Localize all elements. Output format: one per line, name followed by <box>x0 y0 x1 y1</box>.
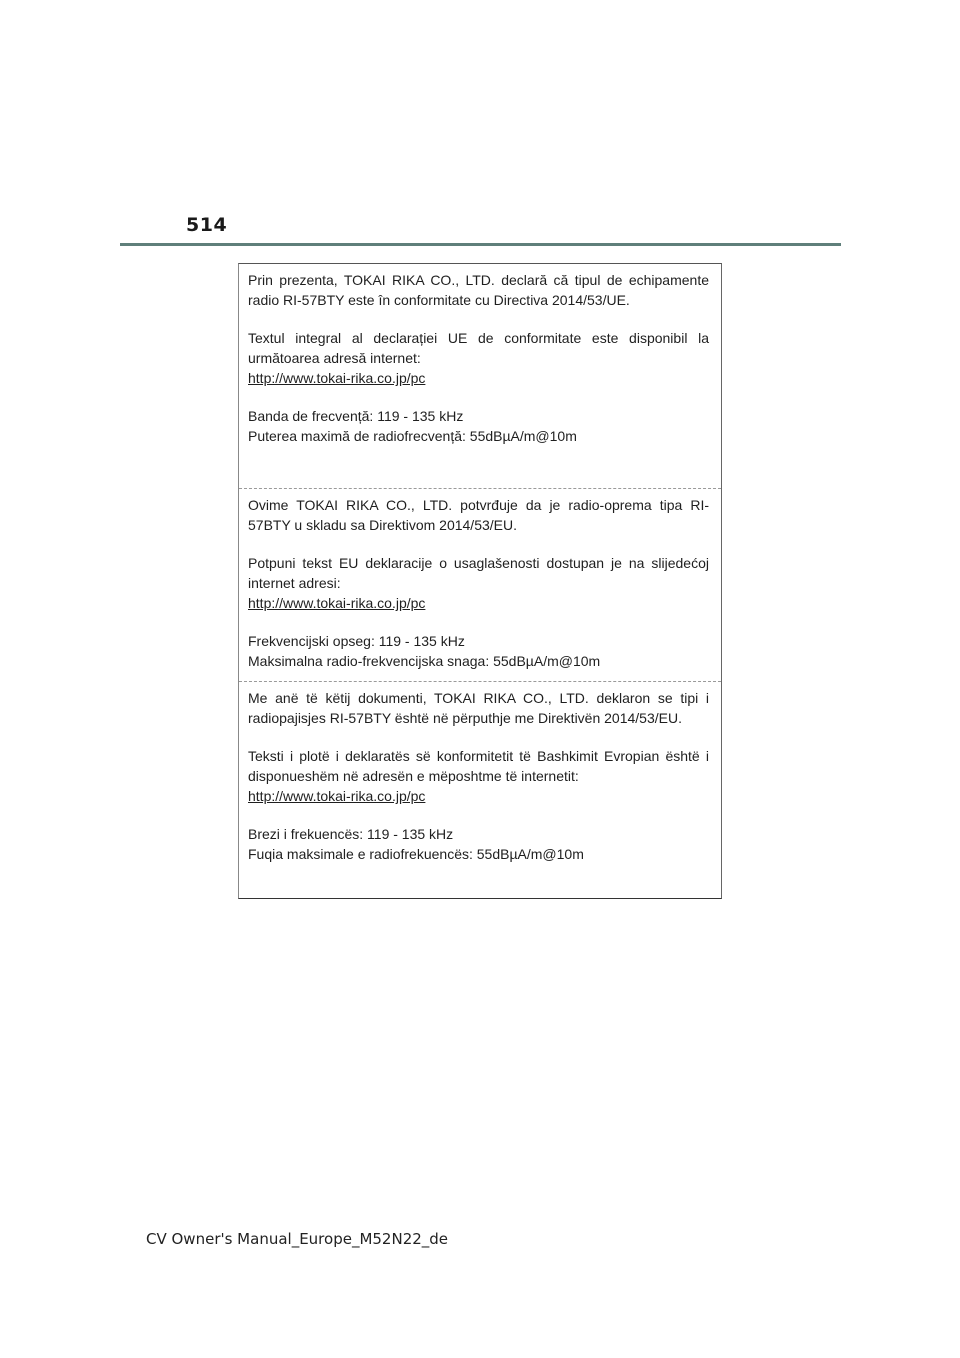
frequency-band: Frekvencijski opseg: 119 - 135 kHz <box>248 633 465 649</box>
max-power: Fuqia maksimale e radiofrekuencës: 55dBµA/m@10m <box>248 846 584 862</box>
max-power: Puterea maximă de radiofrecvență: 55dBµA/m@10m <box>248 428 577 444</box>
manual-footer: CV Owner's Manual_Europe_M52N22_de <box>146 1230 449 1248</box>
declaration-box <box>238 263 722 899</box>
max-power: Maksimalna radio-frekvencijska snaga: 55dBµA/m@10m <box>248 653 601 669</box>
frequency-band: Banda de frecvență: 119 - 135 kHz <box>248 408 464 424</box>
full-text-note: Textul integral al declarației UE de conformitate este disponibil la următoarea adresă internet: <box>248 330 709 366</box>
declaration-romanian <box>239 270 721 446</box>
declaration-albanian <box>239 681 721 864</box>
declaration-text: Prin prezenta, TOKAI RIKA CO., LTD. declară că tipul de echipamente radio RI-57BTY este în conformitate cu Directiva 2014/53/UE. <box>248 272 709 308</box>
frequency-band: Brezi i frekuencës: 119 - 135 kHz <box>248 826 454 842</box>
page-number: 514 <box>186 214 228 236</box>
full-text-note: Teksti i plotë i deklaratës së konformitetit të Bashkimit Evropian është i disponueshëm në adresën e mëposhtme të internetit: <box>248 748 709 784</box>
declaration-link[interactable]: http://www.tokai-rika.co.jp/pc <box>248 595 426 611</box>
full-text-note: Potpuni tekst EU deklaracije o usaglašenosti dostupan je na slijedećoj internet adresi: <box>248 555 709 591</box>
declaration-croatian <box>239 488 721 671</box>
declaration-text: Ovime TOKAI RIKA CO., LTD. potvrđuje da je radio-oprema tipa RI-57BTY u skladu sa Direktivom 2014/53/EU. <box>248 497 709 533</box>
declaration-link[interactable]: http://www.tokai-rika.co.jp/pc <box>248 370 426 386</box>
header-rule <box>120 243 841 246</box>
declaration-link[interactable]: http://www.tokai-rika.co.jp/pc <box>248 788 426 804</box>
declaration-text: Me anë të këtij dokumenti, TOKAI RIKA CO., LTD. deklaron se tipi i radiopajisjes RI-57BTY është në përputhje me Direktivën 2014/53/EU. <box>248 690 709 726</box>
